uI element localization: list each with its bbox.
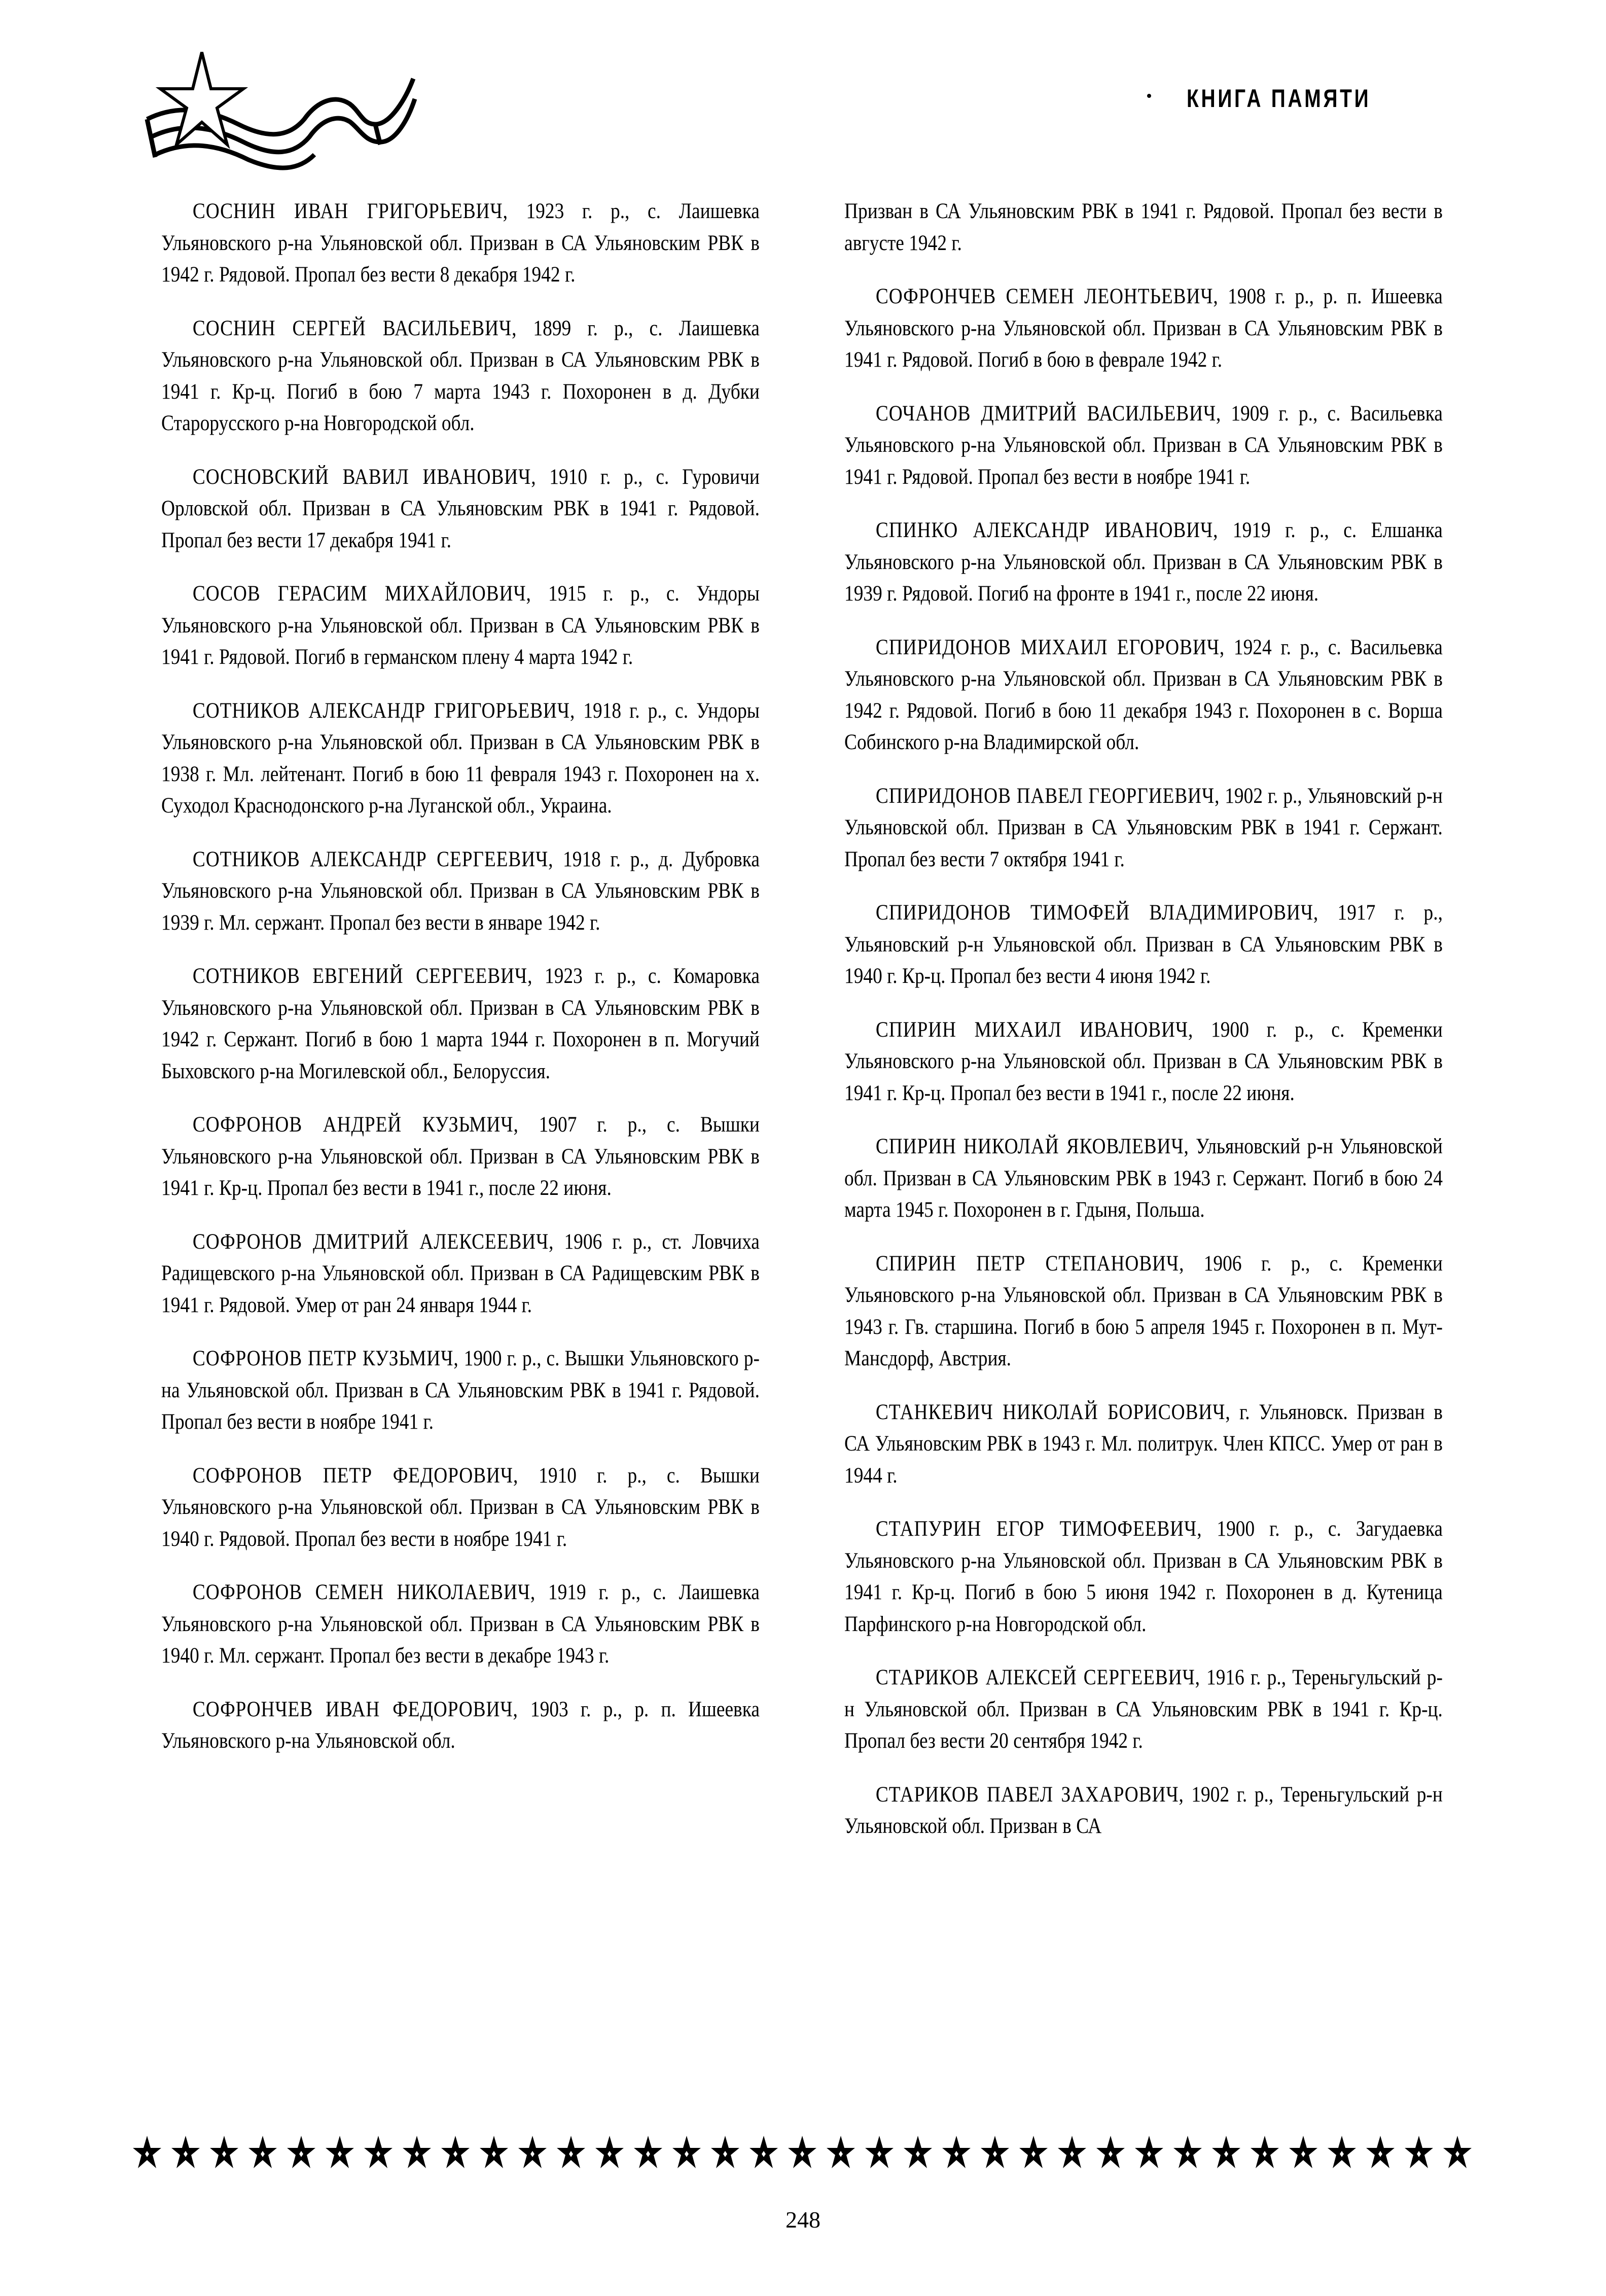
entry-details: 1919 г. р., с. Лаишевка Ульяновского р-на Ульяновской обл. Призван в СА Ульяновским РВК в 1940 г. Мл. сержант. Пропал без вести в декабре 1943 г. <box>161 1580 760 1668</box>
entry-details: 1915 г. р., с. Ундоры Ульяновского р-на Ульяновской обл. Призван в СА Ульяновским РВК в 1941 г. Рядовой. Погиб в германском плену 4 марта 1942 г. <box>161 581 760 669</box>
memorial-entry <box>844 631 1443 758</box>
entry-name: СОФРОНЧЕВ СЕМЕН ЛЕОНТЬЕВИЧ, <box>875 284 1219 308</box>
memorial-entry <box>844 1662 1443 1757</box>
stars-ornament-row <box>133 2134 1472 2170</box>
entry-name: СПИРИН НИКОЛАЙ ЯКОВЛЕВИЧ, <box>875 1134 1189 1158</box>
star-icon <box>1443 2136 1472 2168</box>
star-icon <box>942 2136 971 2168</box>
star-ribbon-emblem-icon <box>137 48 421 175</box>
star-icon <box>518 2136 547 2168</box>
star-icon <box>672 2136 701 2168</box>
star-icon <box>480 2136 508 2168</box>
memorial-entry <box>161 960 760 1087</box>
memorial-entry <box>161 695 760 822</box>
entry-name: СОСНИН СЕРГЕЙ ВАСИЛЬЕВИЧ, <box>192 315 517 340</box>
star-icon <box>210 2136 238 2168</box>
memorial-entry <box>844 780 1443 875</box>
memorial-entry <box>844 1513 1443 1640</box>
entry-name: СОСНИН ИВАН ГРИГОРЬЕВИЧ, <box>192 199 508 223</box>
entry-details: Ульяновский р-н Ульяновской обл. Призван в СА Ульяновским РВК в 1943 г. Сержант. Погиб в бою 24 марта 1945 г. Похоронен в г. Гдыня, Польша. <box>844 1134 1443 1222</box>
entry-name: СПИНКО АЛЕКСАНДР ИВАНОВИЧ, <box>875 518 1219 542</box>
entry-name: СПИРИН ПЕТР СТЕПАНОВИЧ, <box>875 1251 1185 1276</box>
star-icon <box>1366 2136 1395 2168</box>
star-icon <box>1405 2136 1433 2168</box>
star-icon <box>1212 2136 1240 2168</box>
entry-details: 1902 г. р., Тереньгульский р-н Ульяновской обл. Призван в СА <box>844 1782 1443 1838</box>
entry-details: 1903 г. р., р. п. Ишеевка Ульяновского р-на Ульяновской обл. <box>161 1697 760 1753</box>
star-icon <box>1019 2136 1048 2168</box>
memorial-entry <box>844 1131 1443 1226</box>
entry-details: 1919 г. р., с. Елшанка Ульяновского р-на Ульяновской обл. Призван в СА Ульяновским РВК в 1939 г. Рядовой. Погиб на фронте в 1941 г., после 22 июня. <box>844 518 1443 606</box>
entry-name: СТАРИКОВ АЛЕКСЕЙ СЕРГЕЕВИЧ, <box>875 1665 1200 1689</box>
entry-name: СОФРОНОВ ПЕТР КУЗЬМИЧ, <box>192 1346 459 1370</box>
entry-name: СОЧАНОВ ДМИТРИЙ ВАСИЛЬЕВИЧ, <box>875 401 1222 426</box>
entry-details: 1900 г. р., с. Вышки Ульяновского р-на Ульяновской обл. Призван в СА Ульяновским РВК в 1941 г. Рядовой. Пропал без вести в ноябре 1941 г. <box>161 1346 760 1434</box>
star-icon <box>1096 2136 1125 2168</box>
entry-name: СОФРОНОВ АНДРЕЙ КУЗЬМИЧ, <box>192 1112 519 1137</box>
entry-name: СТАРИКОВ ПАВЕЛ ЗАХАРОВИЧ, <box>875 1782 1184 1807</box>
memorial-entry <box>844 1779 1443 1842</box>
star-icon <box>750 2136 778 2168</box>
star-icon <box>981 2136 1009 2168</box>
star-icon <box>904 2136 932 2168</box>
header-dot <box>1147 94 1151 98</box>
page-number: 248 <box>786 2207 820 2233</box>
entry-name: СОФРОНОВ СЕМЕН НИКОЛАЕВИЧ, <box>192 1580 536 1604</box>
star-icon <box>865 2136 894 2168</box>
memorial-entry <box>844 398 1443 493</box>
entry-details: 1924 г. р., с. Васильевка Ульяновского р-на Ульяновской обл. Призван в СА Ульяновским РВК в 1942 г. Рядовой. Погиб в бою 11 декабря 1943 г. Похоронен в с. Ворша Собинского р-на Владимирской обл. <box>844 634 1443 754</box>
star-icon <box>595 2136 624 2168</box>
memorial-entry <box>844 1248 1443 1374</box>
entry-name: СТАПУРИН ЕГОР ТИМОФЕЕВИЧ, <box>875 1516 1202 1541</box>
entry-details: 1908 г. р., р. п. Ишеевка Ульяновского р-на Ульяновской обл. Призван в СА Ульяновским РВК в 1941 г. Рядовой. Погиб в бою в феврале 1942 г. <box>844 284 1443 372</box>
memorial-entry <box>844 897 1443 992</box>
entry-details: 1906 г. р., ст. Ловчиха Радищевского р-на Ульяновской обл. Призван в СА Радищевским РВК в 1941 г. Рядовой. Умер от ран 24 января 1944 г. <box>161 1229 760 1317</box>
memorial-entry <box>161 1109 760 1204</box>
star-icon <box>711 2136 739 2168</box>
entry-name: СОТНИКОВ АЛЕКСАНДР СЕРГЕЕВИЧ, <box>192 846 554 871</box>
memorial-entry <box>161 1226 760 1321</box>
star-icon <box>557 2136 585 2168</box>
star-icon <box>441 2136 470 2168</box>
entry-details: 1910 г. р., с. Гуровичи Орловской обл. Призван в СА Ульяновским РВК в 1941 г. Рядовой. Пропал без вести 17 декабря 1941 г. <box>161 464 760 552</box>
entry-details: 1910 г. р., с. Вышки Ульяновского р-на Ульяновской обл. Призван в СА Ульяновским РВК в 1940 г. Рядовой. Пропал без вести в ноябре 1941 г. <box>161 1463 760 1551</box>
book-title: КНИГА ПАМЯТИ <box>1187 84 1371 113</box>
memorial-entry <box>161 195 760 291</box>
memorial-entry <box>161 1693 760 1757</box>
star-icon <box>403 2136 431 2168</box>
star-icon <box>248 2136 277 2168</box>
entry-name: СТАНКЕВИЧ НИКОЛАЙ БОРИСОВИЧ, <box>875 1399 1231 1424</box>
entry-details: 1916 г. р., Тереньгульский р-н Ульяновской обл. Призван в СА Ульяновским РВК в 1941 г. Кр-ц. Пропал без вести 20 сентября 1942 г. <box>844 1665 1443 1753</box>
entry-details: 1900 г. р., с. Загудаевка Ульяновского р-на Ульяновской обл. Призван в СА Ульяновским РВК в 1941 г. Кр-ц. Погиб в бою 5 июня 1942 г. Похоронен в д. Кутеница Парфинского р-на Новгородской обл. <box>844 1516 1443 1636</box>
entry-name: СОФРОНЧЕВ ИВАН ФЕДОРОВИЧ, <box>192 1697 518 1721</box>
entry-details: 1909 г. р., с. Васильевка Ульяновского р-на Ульяновской обл. Призван в СА Ульяновским РВК в 1941 г. Рядовой. Пропал без вести в ноябре 1941 г. <box>844 401 1443 489</box>
entry-name: СПИРИН МИХАИЛ ИВАНОВИЧ, <box>875 1017 1194 1042</box>
star-icon <box>1251 2136 1279 2168</box>
entry-name: СОФРОНОВ ДМИТРИЙ АЛЕКСЕЕВИЧ, <box>192 1229 554 1254</box>
entry-name: СОТНИКОВ ЕВГЕНИЙ СЕРГЕЕВИЧ, <box>192 964 533 988</box>
star-icon <box>171 2136 200 2168</box>
entry-details: 1918 г. р., с. Ундоры Ульяновского р-на Ульяновской обл. Призван в СА Ульяновским РВК в 1938 г. Мл. лейтенант. Погиб в бою 11 февраля 1943 г. Похоронен на х. Суходол Краснодонского р-на Луганской обл., Украина. <box>161 698 760 818</box>
entry-details: 1906 г. р., с. Кременки Ульяновского р-на Ульяновской обл. Призван в СА Ульяновским РВК в 1943 г. Гв. старшина. Погиб в бою 5 апреля 1945 г. Похоронен в п. Мут-Мансдорф, Австрия. <box>844 1251 1443 1370</box>
continued-entry-text: Призван в СА Ульяновским РВК в 1941 г. Рядовой. Пропал без вести в августе 1942 г. <box>844 199 1443 255</box>
star-icon <box>326 2136 354 2168</box>
entry-name: СОСНОВСКИЙ ВАВИЛ ИВАНОВИЧ, <box>192 464 537 489</box>
entry-details: 1899 г. р., с. Лаишевка Ульяновского р-на Ульяновской обл. Призван в СА Ульяновским РВК в 1941 г. Кр-ц. Погиб в бою 7 марта 1943 г. Похоронен в д. Дубки Старорусского р-на Новгородской обл. <box>161 315 760 435</box>
star-icon <box>634 2136 662 2168</box>
memorial-entry <box>161 1576 760 1672</box>
star-icon <box>364 2136 392 2168</box>
entry-details: 1902 г. р., Ульяновский р-н Ульяновской обл. Призван в СА Ульяновским РВК в 1941 г. Сержант. Пропал без вести 7 октября 1941 г. <box>844 783 1443 871</box>
memorial-entry <box>844 514 1443 610</box>
star-icon <box>1058 2136 1086 2168</box>
star-icon <box>1289 2136 1317 2168</box>
star-icon <box>788 2136 816 2168</box>
memorial-entry <box>161 578 760 673</box>
entry-details: 1900 г. р., с. Кременки Ульяновского р-на Ульяновской обл. Призван в СА Ульяновским РВК в 1941 г. Кр-ц. Пропал без вести в 1941 г., после 22 июня. <box>844 1017 1443 1105</box>
star-icon <box>1328 2136 1356 2168</box>
entry-name: СОФРОНОВ ПЕТР ФЕДОРОВИЧ, <box>192 1463 519 1488</box>
entry-details: 1917 г. р., Ульяновский р-н Ульяновской обл. Призван в СА Ульяновским РВК в 1940 г. Кр-ц. Пропал без вести 4 июня 1942 г. <box>844 900 1443 988</box>
entry-details: 1923 г. р., с. Лаишевка Ульяновского р-на Ульяновской обл. Призван в СА Ульяновским РВК в 1942 г. Рядовой. Пропал без вести 8 декабря 1942 г. <box>161 199 760 287</box>
entry-name: СОСОВ ГЕРАСИМ МИХАЙЛОВИЧ, <box>192 581 531 606</box>
memorial-entry <box>844 1396 1443 1492</box>
entry-details: 1907 г. р., с. Вышки Ульяновского р-на Ульяновской обл. Призван в СА Ульяновским РВК в 1941 г. Кр-ц. Пропал без вести в 1941 г., после 22 июня. <box>161 1112 760 1200</box>
memorial-entry <box>844 1014 1443 1109</box>
memorial-entry <box>161 1343 760 1438</box>
star-icon <box>827 2136 855 2168</box>
star-icon <box>133 2136 161 2168</box>
memorial-entry <box>161 312 760 439</box>
memorial-entry <box>844 280 1443 376</box>
star-icon <box>1135 2136 1163 2168</box>
entry-name: СПИРИДОНОВ ТИМОФЕЙ ВЛАДИМИРОВИЧ, <box>875 900 1319 925</box>
entry-details: 1923 г. р., с. Комаровка Ульяновского р-на Ульяновской обл. Призван в СА Ульяновским РВК в 1942 г. Сержант. Погиб в бою 1 марта 1944 г. Похоронен в п. Могучий Быховского р-на Могилевской обл., Белоруссия. <box>161 964 760 1083</box>
memorial-entry <box>161 1460 760 1555</box>
star-icon <box>1173 2136 1202 2168</box>
entry-name: СПИРИДОНОВ ПАВЕЛ ГЕОРГИЕВИЧ, <box>875 783 1220 808</box>
entry-details: г. Ульяновск. Призван в СА Ульяновским РВК в 1943 г. Мл. политрук. Член КПСС. Умер от ран в 1944 г. <box>844 1399 1443 1488</box>
left-column <box>161 195 760 1779</box>
memorial-entry <box>161 843 760 939</box>
entry-name: СПИРИДОНОВ МИХАИЛ ЕГОРОВИЧ, <box>875 634 1225 659</box>
star-icon <box>287 2136 315 2168</box>
memorial-entry <box>161 461 760 556</box>
entry-details: 1918 г. р., д. Дубровка Ульяновского р-на Ульяновской обл. Призван в СА Ульяновским РВК в 1939 г. Мл. сержант. Пропал без вести в январе 1942 г. <box>161 846 760 935</box>
entry-name: СОТНИКОВ АЛЕКСАНДР ГРИГОРЬЕВИЧ, <box>192 698 576 723</box>
right-column <box>844 195 1443 1864</box>
